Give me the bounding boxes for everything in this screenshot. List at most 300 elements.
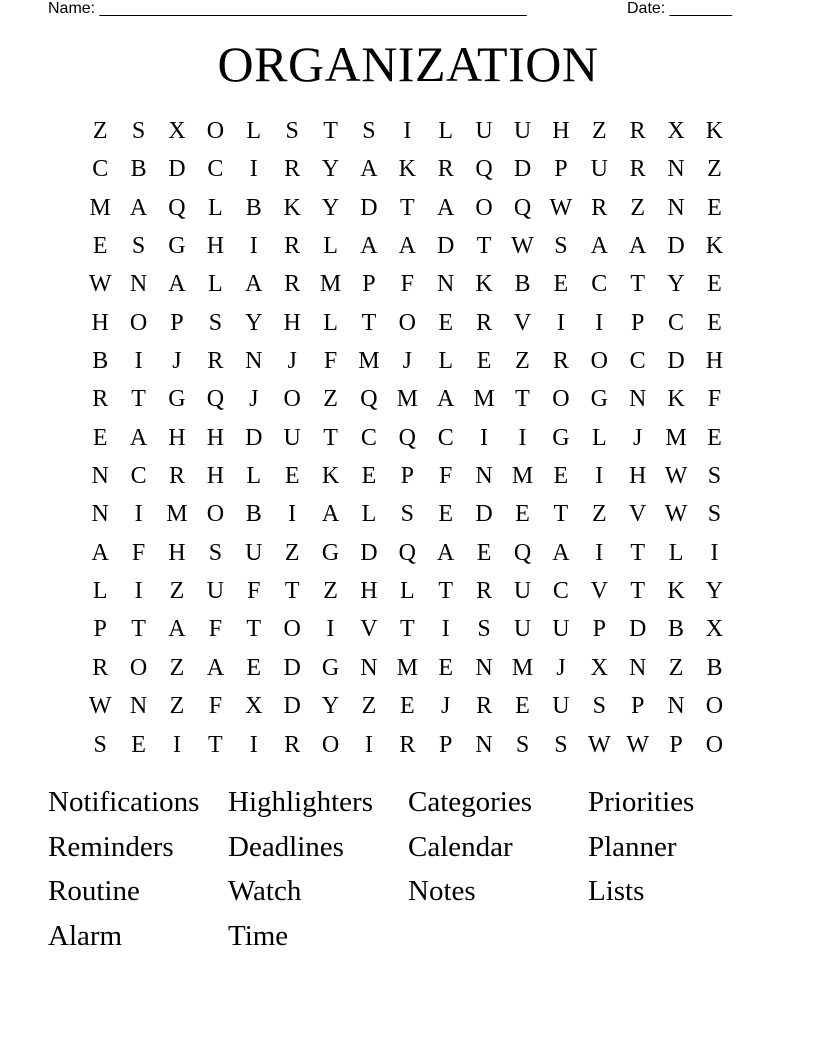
grid-cell: F [247, 578, 261, 605]
grid-cell: G [168, 386, 186, 413]
grid-cell: L [208, 271, 223, 298]
grid-cell: S [707, 501, 722, 528]
grid-cell: A [628, 233, 647, 260]
grid-cell: C [207, 156, 224, 183]
grid-cell: E [438, 309, 454, 336]
grid-cell: Z [92, 118, 108, 144]
date-field-label: Date: _______ [627, 0, 732, 17]
grid-cell: A [437, 194, 455, 221]
grid-cell: D [245, 424, 263, 451]
grid-cell: I [595, 309, 604, 336]
grid-cell: K [283, 194, 301, 221]
grid-cell: H [206, 233, 225, 260]
grid-cell: Q [206, 386, 225, 413]
grid-cell: C [668, 309, 685, 336]
grid-cell: M [396, 654, 418, 681]
grid-cell: I [518, 424, 527, 451]
grid-cell: D [283, 693, 301, 720]
grid-cell: I [326, 616, 335, 643]
grid-cell: S [515, 731, 530, 758]
grid-cell: P [93, 616, 107, 643]
grid-cell: S [131, 118, 146, 144]
grid-cell: B [130, 156, 147, 183]
grid-cell: I [249, 233, 258, 260]
grid-cell: E [553, 271, 569, 298]
grid-cell: I [595, 539, 604, 566]
grid-cell: N [628, 386, 647, 413]
grid-cell: B [245, 194, 262, 221]
grid-cell: R [629, 118, 646, 144]
grid-cell: E [515, 693, 530, 720]
grid-cell: F [208, 693, 223, 720]
grid-cell: A [360, 233, 378, 260]
grid-cell: S [208, 539, 223, 566]
grid-cell: S [400, 501, 414, 528]
grid-cell: E [92, 233, 108, 260]
grid-cell: A [360, 156, 378, 183]
grid-cell: T [208, 731, 223, 758]
grid-cell: Z [668, 654, 684, 681]
grid-cell: Q [398, 424, 416, 451]
grid-cell: N [360, 654, 378, 681]
grid-cell: N [475, 654, 493, 681]
grid-cell: C [360, 424, 377, 451]
grid-cell: R [629, 156, 646, 183]
grid-cell: O [206, 118, 225, 144]
grid-cell: H [360, 578, 378, 605]
grid-cell: L [668, 539, 684, 566]
grid-cell: D [628, 616, 647, 643]
word-list-item: Deadlines [228, 830, 344, 863]
grid-cell: O [283, 386, 301, 413]
grid-cell: V [590, 578, 608, 605]
grid-cell: O [475, 194, 493, 221]
grid-cell: E [707, 424, 722, 451]
grid-cell: W [88, 693, 112, 720]
grid-cell: R [168, 463, 185, 490]
grid-cell: D [513, 156, 532, 183]
grid-cell: M [511, 463, 534, 490]
grid-cell: H [168, 424, 186, 451]
grid-cell: E [361, 463, 377, 490]
grid-cell: M [665, 424, 687, 451]
grid-cell: K [475, 271, 493, 298]
grid-cell: T [630, 539, 645, 566]
grid-cell: U [283, 424, 301, 451]
grid-cell: D [360, 194, 378, 221]
grid-cell: E [707, 271, 722, 298]
grid-cell: K [667, 578, 685, 605]
grid-cell: I [364, 731, 373, 758]
grid-cell: J [287, 348, 297, 375]
grid-cell: A [168, 271, 186, 298]
word-list-item: Priorities [588, 786, 695, 818]
grid-cell: H [552, 118, 570, 144]
grid-cell: X [245, 693, 263, 720]
grid-cell: Z [707, 156, 722, 183]
grid-cell: J [249, 386, 259, 413]
grid-cell: L [246, 118, 262, 144]
grid-cell: Q [168, 194, 186, 221]
grid-cell: T [361, 309, 377, 336]
word-list-item: Notifications [48, 786, 200, 818]
grid-cell: F [208, 616, 223, 643]
grid-cell: O [321, 731, 340, 758]
grid-cell: N [129, 693, 148, 720]
grid-cell: R [552, 348, 569, 375]
grid-cell: U [552, 693, 570, 720]
grid-cell: T [515, 386, 530, 413]
grid-cell: W [88, 271, 112, 298]
grid-cell: E [476, 348, 492, 375]
grid-cell: A [245, 271, 263, 298]
grid-cell: Z [630, 194, 645, 221]
grid-cell: K [705, 233, 724, 260]
grid-cell: D [283, 654, 301, 681]
grid-cell: N [91, 463, 109, 490]
grid-cell: Z [323, 386, 338, 413]
grid-cell: Z [169, 654, 185, 681]
grid-cell: D [475, 501, 493, 528]
grid-cell: E [246, 654, 262, 681]
name-field-label: Name: ________________________________________________ [48, 0, 527, 17]
grid-cell: J [441, 693, 451, 720]
grid-cell: I [403, 118, 412, 144]
grid-cell: I [134, 501, 143, 528]
grid-cell: R [399, 731, 416, 758]
grid-cell: P [400, 463, 414, 490]
grid-cell: P [170, 309, 184, 336]
grid-cell: P [362, 271, 376, 298]
grid-cell: P [592, 616, 606, 643]
grid-cell: T [476, 233, 492, 260]
grid-cell: E [553, 463, 569, 490]
grid-cell: N [667, 194, 685, 221]
grid-cell: T [131, 616, 146, 643]
grid-cell: Y [321, 693, 340, 720]
grid-cell: U [475, 118, 493, 144]
grid-cell: A [437, 386, 455, 413]
grid-cell: Y [321, 194, 340, 221]
grid-cell: B [514, 271, 531, 298]
grid-cell: O [129, 654, 148, 681]
grid-cell: I [288, 501, 297, 528]
grid-cell: F [131, 539, 146, 566]
grid-cell: X [705, 616, 724, 643]
grid-cell: P [630, 309, 645, 336]
grid-cell: P [669, 731, 683, 758]
grid-cell: I [172, 731, 181, 758]
grid-cell: W [626, 731, 649, 758]
grid-cell: H [283, 309, 301, 336]
grid-cell: E [92, 424, 108, 451]
grid-cell: U [206, 578, 225, 605]
grid-cell: Z [284, 539, 300, 566]
grid-cell: K [667, 386, 685, 413]
grid-cell: Y [667, 271, 685, 298]
grid-cell: C [629, 348, 646, 375]
word-list-item: Time [228, 919, 289, 952]
grid-cell: H [91, 309, 109, 336]
grid-cell: I [249, 731, 258, 758]
grid-cell: Q [513, 539, 532, 566]
grid-cell: F [439, 463, 453, 490]
grid-cell: M [511, 654, 534, 681]
grid-cell: S [554, 731, 568, 758]
grid-cell: G [168, 233, 186, 260]
grid-cell: R [284, 156, 301, 183]
grid-cell: Q [398, 539, 416, 566]
grid-cell: L [438, 118, 454, 144]
puzzle-title: ORGANIZATION [217, 36, 599, 92]
word-list-item: Watch [228, 875, 302, 908]
grid-cell: R [284, 233, 301, 260]
word-list-item: Lists [588, 875, 645, 908]
grid-cell: W [587, 731, 611, 758]
grid-cell: N [475, 463, 493, 490]
grid-cell: E [707, 194, 722, 221]
grid-cell: I [441, 616, 450, 643]
grid-cell: O [283, 616, 301, 643]
grid-cell: T [284, 578, 300, 605]
grid-cell: S [707, 463, 722, 490]
grid-cell: P [439, 731, 453, 758]
grid-cell: U [590, 156, 608, 183]
grid-cell: S [554, 233, 568, 260]
grid-cell: N [91, 501, 109, 528]
grid-cell: I [134, 578, 143, 605]
grid-cell: R [92, 654, 109, 681]
grid-cell: S [362, 118, 376, 144]
grid-cell: A [398, 233, 416, 260]
grid-cell: M [396, 386, 418, 413]
grid-cell: N [245, 348, 263, 375]
grid-cell: R [284, 731, 301, 758]
grid-cell: L [361, 501, 377, 528]
word-list-item: Categories [408, 786, 533, 818]
grid-cell: W [549, 194, 573, 221]
grid-cell: A [129, 424, 148, 451]
grid-cell: U [513, 118, 532, 144]
letter-grid [81, 112, 734, 764]
word-list-item: Calendar [408, 830, 513, 863]
grid-cell: S [93, 731, 107, 758]
grid-cell: U [552, 616, 570, 643]
grid-cell: Q [360, 386, 378, 413]
grid-cell: A [206, 654, 225, 681]
grid-cell: I [595, 463, 604, 490]
grid-cell: S [592, 693, 606, 720]
grid-cell: C [437, 424, 454, 451]
grid-cell: N [667, 156, 685, 183]
grid-cell: I [710, 539, 719, 566]
grid-cell: L [399, 578, 415, 605]
grid-cell: Q [513, 194, 532, 221]
grid-cell: A [552, 539, 570, 566]
grid-cell: J [172, 348, 182, 375]
grid-cell: R [207, 348, 224, 375]
grid-cell: X [667, 118, 685, 144]
grid-cell: R [476, 578, 493, 605]
grid-cell: A [321, 501, 340, 528]
grid-cell: Z [323, 578, 338, 605]
grid-cell: N [667, 693, 685, 720]
grid-cell: L [323, 309, 338, 336]
grid-cell: D [667, 348, 685, 375]
grid-cell: I [480, 424, 489, 451]
grid-cell: N [129, 271, 148, 298]
grid-cell: N [628, 654, 647, 681]
grid-cell: F [400, 271, 414, 298]
grid-cell: M [89, 194, 111, 221]
grid-cell: K [321, 463, 340, 490]
grid-cell: G [552, 424, 570, 451]
grid-cell: E [438, 501, 454, 528]
grid-cell: T [630, 578, 645, 605]
grid-cell: T [131, 386, 146, 413]
grid-cell: H [705, 348, 724, 375]
word-list-item: Alarm [48, 919, 123, 952]
grid-cell: A [91, 539, 109, 566]
grid-cell: R [476, 693, 493, 720]
grid-cell: E [476, 539, 492, 566]
grid-cell: K [398, 156, 416, 183]
grid-cell: E [515, 501, 530, 528]
grid-cell: S [208, 309, 223, 336]
grid-cell: J [402, 348, 412, 375]
grid-cell: Z [591, 501, 607, 528]
grid-cell: Y [245, 309, 263, 336]
grid-cell: T [438, 578, 454, 605]
grid-cell: P [554, 156, 568, 183]
grid-cell: N [475, 731, 493, 758]
grid-cell: X [590, 654, 608, 681]
grid-cell: V [360, 616, 378, 643]
grid-cell: M [319, 271, 342, 298]
grid-cell: O [206, 501, 225, 528]
grid-cell: T [323, 424, 338, 451]
grid-cell: Z [591, 118, 607, 144]
grid-cell: V [513, 309, 532, 336]
grid-cell: E [131, 731, 146, 758]
grid-cell: I [249, 156, 258, 183]
grid-cell: L [92, 578, 108, 605]
grid-cell: R [437, 156, 454, 183]
grid-cell: E [707, 309, 722, 336]
grid-cell: U [513, 616, 532, 643]
grid-cell: G [321, 654, 340, 681]
grid-cell: R [92, 386, 109, 413]
grid-cell: I [556, 309, 565, 336]
grid-cell: Z [169, 578, 185, 605]
grid-cell: M [166, 501, 188, 528]
grid-cell: R [476, 309, 493, 336]
grid-cell: R [591, 194, 608, 221]
grid-cell: P [630, 693, 645, 720]
grid-cell: G [321, 539, 340, 566]
grid-cell: E [438, 654, 454, 681]
grid-cell: O [705, 693, 724, 720]
word-list-item: Highlighters [228, 786, 373, 818]
grid-cell: T [553, 501, 569, 528]
grid-cell: W [664, 501, 688, 528]
grid-cell: C [591, 271, 608, 298]
grid-cell: E [284, 463, 300, 490]
grid-cell: Q [475, 156, 493, 183]
grid-cell: T [630, 271, 645, 298]
grid-cell: Z [169, 693, 185, 720]
grid-cell: B [92, 348, 109, 375]
grid-cell: H [628, 463, 647, 490]
grid-cell: C [92, 156, 109, 183]
grid-cell: N [437, 271, 455, 298]
grid-cell: X [168, 118, 186, 144]
grid-cell: O [590, 348, 608, 375]
grid-cell: V [628, 501, 647, 528]
grid-cell: Z [515, 348, 530, 375]
grid-cell: L [438, 348, 454, 375]
grid-cell: O [398, 309, 416, 336]
word-list-item: Notes [408, 875, 476, 908]
grid-cell: K [705, 118, 724, 144]
grid-cell: L [208, 194, 223, 221]
grid-cell: U [245, 539, 263, 566]
grid-cell: H [168, 539, 186, 566]
grid-cell: M [473, 386, 495, 413]
grid-cell: A [590, 233, 608, 260]
grid-cell: R [284, 271, 301, 298]
grid-cell: F [707, 386, 722, 413]
grid-cell: W [664, 463, 688, 490]
grid-cell: W [511, 233, 534, 260]
grid-cell: G [590, 386, 608, 413]
grid-cell: B [706, 654, 723, 681]
grid-cell: B [668, 616, 685, 643]
grid-cell: C [552, 578, 569, 605]
word-list-item: Routine [48, 875, 140, 908]
grid-cell: T [399, 194, 415, 221]
grid-cell: D [360, 539, 378, 566]
word-list-item: Reminders [48, 830, 174, 863]
grid-cell: L [591, 424, 607, 451]
grid-cell: D [168, 156, 186, 183]
grid-cell: J [556, 654, 566, 681]
grid-cell: A [129, 194, 148, 221]
grid-cell: O [705, 731, 724, 758]
grid-cell: O [552, 386, 570, 413]
grid-cell: A [437, 539, 455, 566]
grid-cell: B [245, 501, 262, 528]
grid-cell: S [285, 118, 299, 144]
grid-cell: T [246, 616, 262, 643]
grid-cell: Y [321, 156, 340, 183]
word-list-item: Planner [588, 830, 677, 863]
grid-cell: S [477, 616, 491, 643]
grid-cell: D [437, 233, 455, 260]
grid-cell: Y [705, 578, 724, 605]
grid-cell: M [358, 348, 380, 375]
grid-cell: O [129, 309, 148, 336]
grid-cell: E [399, 693, 415, 720]
word-list [48, 780, 768, 958]
grid-cell: C [130, 463, 147, 490]
grid-cell: S [131, 233, 146, 260]
grid-cell: L [246, 463, 262, 490]
grid-cell: U [513, 578, 532, 605]
grid-cell: Z [361, 693, 377, 720]
grid-cell: D [667, 233, 685, 260]
grid-cell: H [206, 463, 225, 490]
